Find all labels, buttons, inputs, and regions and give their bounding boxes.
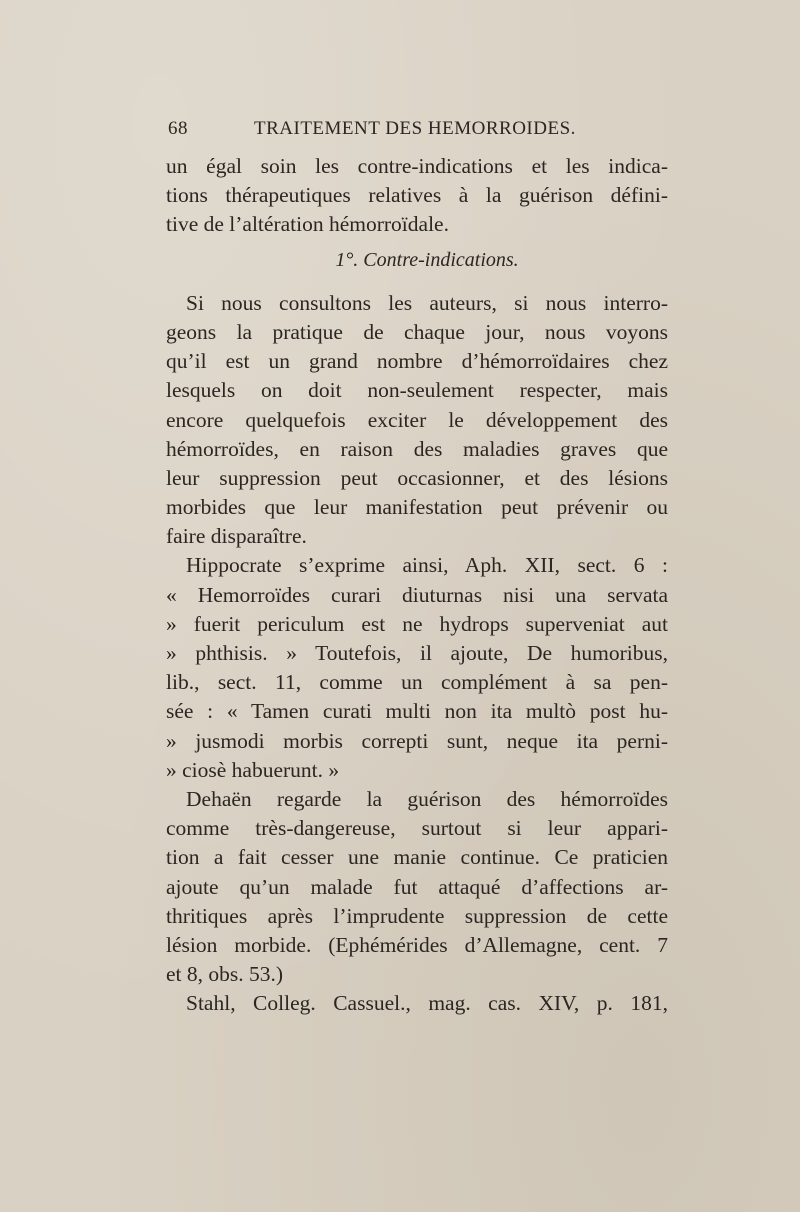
text-line: Si nous consultons les auteurs, si nous interro- — [186, 290, 668, 315]
text-line: Dehaën regarde la guérison des hémorroïdes — [186, 786, 668, 811]
text-line: » ciosè habuerunt. » — [166, 757, 340, 782]
paragraph-3 — [166, 785, 668, 989]
text-line: Hippocrate s’exprime ainsi, Aph. XII, sect. 6 : — [186, 553, 668, 578]
paragraph-intro — [166, 152, 668, 240]
text-line: Stahl, Colleg. Cassuel., mag. cas. XIV, p. 181, — [186, 991, 668, 1016]
text-line: tions thérapeutiques relatives à la guérison défini- — [166, 183, 668, 208]
text-line: thritiques après l’imprudente suppression de cette — [166, 903, 668, 928]
text-line: hémorroïdes, en raison des maladies graves que — [166, 436, 668, 461]
paragraph-1 — [166, 289, 668, 552]
section-heading: 1°. Contre-indications. — [335, 248, 519, 271]
text-line: » phthisis. » Toutefois, il ajoute, De humoribus, — [166, 641, 668, 665]
text-line: faire disparaître. — [166, 524, 307, 549]
text-line: comme très-dangereuse, surtout si leur appari- — [166, 816, 668, 841]
text-line: encore quelquefois exciter le développement des — [166, 407, 668, 432]
text-line: » jusmodi morbis correpti sunt, neque ita perni- — [166, 728, 668, 753]
text-line: qu’il est un grand nombre d’hémorroïdaires chez — [166, 349, 668, 374]
text-line: et 8, obs. 53.) — [166, 962, 284, 987]
paragraph-4 — [166, 989, 668, 1018]
text-line: un égal soin les contre-indications et les indica- — [166, 154, 668, 178]
text-line: tive de l’altération hémorroïdale. — [166, 212, 449, 237]
running-title: TRAITEMENT DES HEMORROIDES. — [254, 118, 576, 139]
text-line: lesquels on doit non-seulement respecter, mais — [166, 378, 668, 403]
text-line: morbides que leur manifestation peut prévenir ou — [166, 495, 668, 520]
text-line: lib., sect. 11, comme un complément à sa pen- — [166, 670, 668, 695]
paragraph-2 — [166, 551, 668, 785]
text-line: « Hemorroïdes curari diuturnas nisi una servata — [166, 582, 668, 607]
text-line: lésion morbide. (Ephémérides d’Allemagne, cent. 7 — [166, 932, 668, 957]
running-head — [168, 118, 668, 140]
text-line: sée : « Tamen curati multi non ita multò post hu- — [166, 699, 668, 724]
body-text — [166, 152, 668, 1018]
text-line: ajoute qu’un malade fut attaqué d’affections ar- — [166, 874, 668, 899]
page-number: 68 — [168, 118, 188, 139]
text-line: leur suppression peut occasionner, et des lésions — [166, 465, 668, 490]
text-line: » fuerit periculum est ne hydrops superveniat aut — [166, 611, 668, 636]
text-line: geons la pratique de chaque jour, nous voyons — [166, 319, 668, 344]
text-line: tion a fait cesser une manie continue. Ce praticien — [166, 845, 668, 870]
